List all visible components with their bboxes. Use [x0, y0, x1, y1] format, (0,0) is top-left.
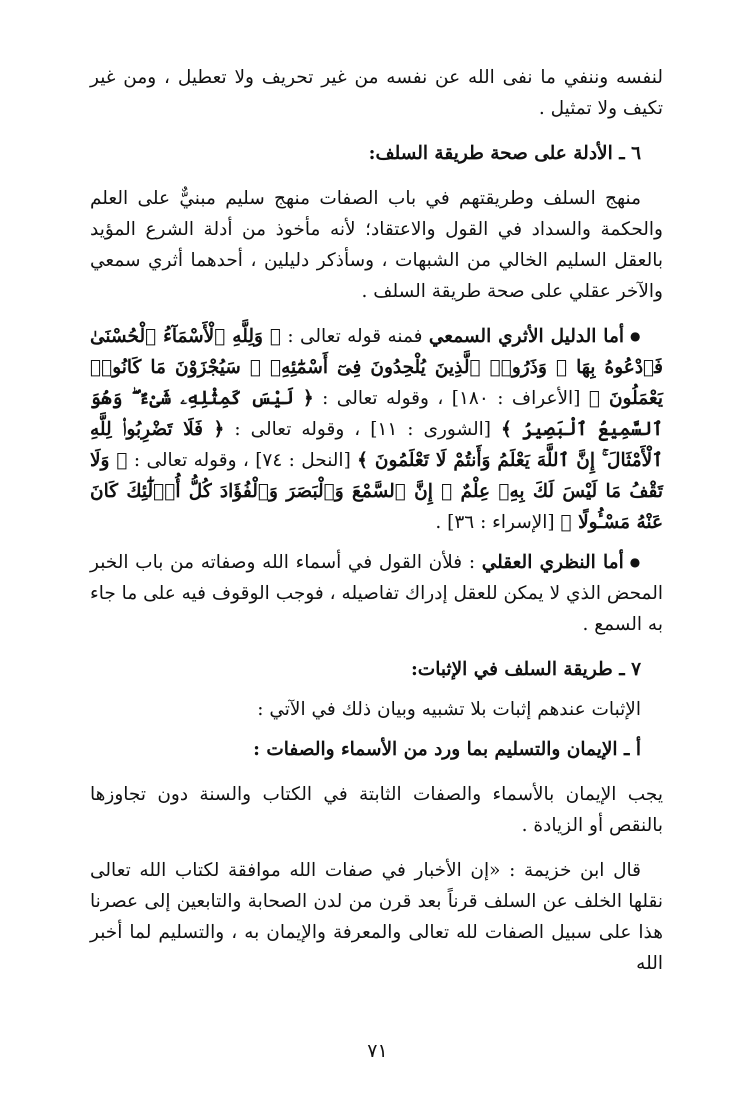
text-segment: فمنه قوله تعالى :: [280, 326, 429, 347]
text-segment: [الشورى : ١١] ، وقوله تعالى :: [224, 419, 501, 440]
quran-verse: ﴿ وَلِلَّهِ ٱلْأَسْمَآءُ ٱلْحُسْنَىٰ فَٱدْعُوهُ بِهَا ۖ وَذَرُوا۟ ٱلَّذِينَ يُلْحِدُونَ فِىٓ أَسْمَٰٓئِهِۦ ۚ سَيُجْزَوْنَ مَا كَانُوا۟ يَعْمَلُونَ ﴾: [90, 326, 664, 409]
paragraph-textual-evidence: [90, 321, 663, 538]
paragraph-belief: يجب الإيمان بالأسماء والصفات الثابتة في الكتاب والسنة دون تجاوزها بالنقص أو الزيادة .: [90, 784, 663, 836]
paragraph-affirmation: الإثبات عندهم إثبات بلا تشبيه وبيان ذلك في الآتي :: [257, 699, 641, 720]
text-segment: [الأعراف : ١٨٠] ، وقوله تعالى :: [313, 388, 589, 409]
rational-evidence-lead: ● أما النظري العقلي: [482, 552, 641, 573]
quran-verse: ﴿ لَيْسَ كَمِثْلِهِۦ شَىْءٌ ۖ وَهُوَ ٱلسَّمِيعُ ٱلْبَصِيرُ ﴾: [90, 388, 663, 440]
quran-verse: ﴿ فَلَا تَضْرِبُوا۟ لِلَّهِ ٱلْأَمْثَالَ ۚ إِنَّ ٱللَّهَ يَعْلَمُ وَأَنتُمْ لَا تَعْلَمُونَ ﴾: [90, 419, 663, 471]
text-segment: [الإسراء : ٣٦] .: [435, 512, 561, 533]
page-number: ٧١: [367, 1040, 388, 1062]
section-heading-6: ٦ ـ الأدلة على صحة طريقة السلف:: [368, 143, 641, 164]
section-heading-7: ٧ ـ طريقة السلف في الإثبات:: [410, 659, 641, 680]
textual-evidence-lead: ● أما الدليل الأثري السمعي: [429, 326, 641, 347]
paragraph-continuation: لنفسه وننفي ما نفى الله عن نفسه من غير تحريف ولا تعطيل ، ومن غير تكيف ولا تمثيل .: [90, 67, 663, 119]
page-body: [90, 62, 663, 979]
paragraph-rational-evidence: [90, 547, 663, 640]
quran-verse: ﴿ وَلَا تَقْفُ مَا لَيْسَ لَكَ بِهِۦ عِلْمٌ ۚ إِنَّ ٱلسَّمْعَ وَٱلْبَصَرَ وَٱلْفُؤَادَ كُلُّ أُو۟لَٰٓئِكَ كَانَ عَنْهُ مَسْـُٔولًا ﴾: [90, 450, 663, 533]
paragraph-salaf-method: منهج السلف وطريقتهم في باب الصفات منهج سليم مبنيٌّ على العلم والحكمة والسداد في القول والاعتقاد؛ لأنه مأخوذ من أدلة الشرع المؤيد بالعقل السليم الخالي من الشبهات ، وسأذكر دليلين ، أحدهما أثري سمعي والآخر عقلي على صحة طريقة السلف .: [90, 188, 663, 302]
text-segment: [النحل : ٧٤] ، وقوله تعالى :: [127, 450, 358, 471]
paragraph-ibn-khuzaymah-quote: قال ابن خزيمة : «إن الأخبار في صفات الله موافقة لكتاب الله تعالى نقلها الخلف عن السلف قرناً بعد قرن من لدن الصحابة والتابعين إلى عصرنا هذا على سبيل الصفات لله تعالى والمعرفة والإيمان به ، والتسليم لما أخبر الله: [90, 860, 663, 974]
subsection-heading-a: أ ـ الإيمان والتسليم بما ورد من الأسماء والصفات :: [253, 739, 641, 760]
text-segment: : فلأن القول في أسماء الله وصفاته من باب الخبر المحض الذي لا يمكن للعقل إدراك تفاصيله ، فوجب الوقوف فيه على ما جاء به السمع .: [90, 552, 663, 635]
